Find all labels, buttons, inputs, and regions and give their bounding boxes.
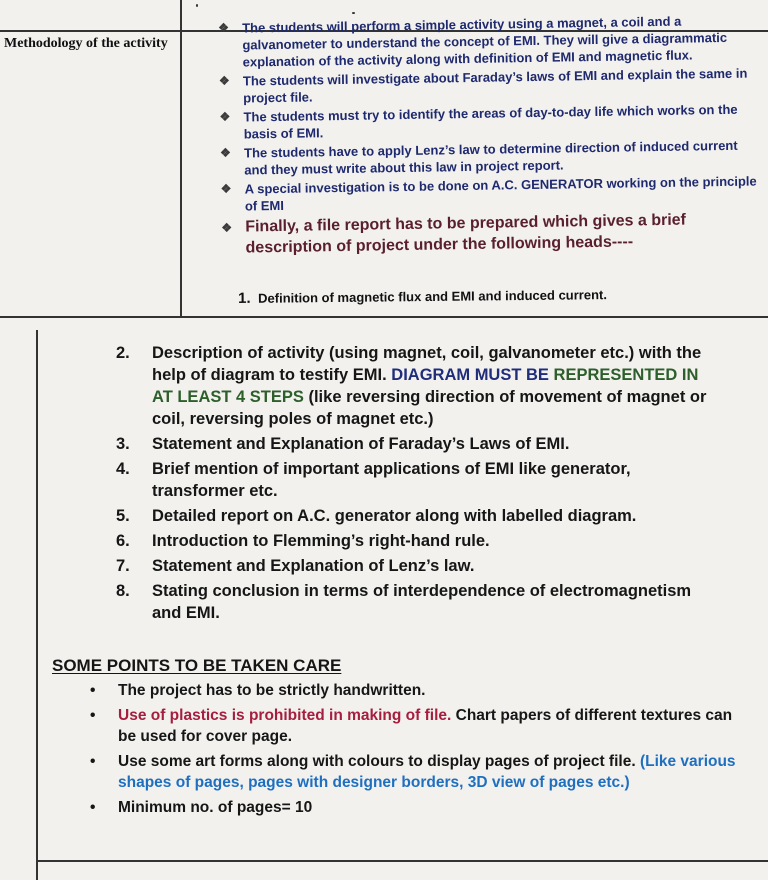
methodology-point-final: ❖ Finally, a file report has to be prepared which gives a brief description of project under the following heads---- bbox=[221, 211, 687, 257]
head-item-3: 3. Statement and Explanation of Faraday’s Laws of EMI. bbox=[116, 435, 570, 453]
methodology-label: Methodology of the activity bbox=[4, 36, 168, 51]
bullet-icon: • bbox=[90, 682, 96, 699]
scan-speck bbox=[352, 12, 355, 14]
plastics-warning: Use of plastics is prohibited in making of file. bbox=[118, 706, 452, 724]
diamond-bullet-icon: ❖ bbox=[218, 73, 230, 88]
table-left-divider bbox=[180, 0, 182, 318]
diamond-bullet-icon: ❖ bbox=[219, 145, 231, 160]
care-point: • The project has to be strictly handwritten. bbox=[90, 680, 740, 702]
head-item-4: 4. Brief mention of important applications of EMI like generator, transformer etc. bbox=[116, 460, 631, 500]
diamond-bullet-icon: ❖ bbox=[221, 220, 233, 235]
methodology-points bbox=[212, 11, 764, 261]
head-item-5: 5. Detailed report on A.C. generator along with labelled diagram. bbox=[116, 507, 637, 525]
head-item-8: 8. Stating conclusion in terms of interdependence of electromagnetism and EMI. bbox=[116, 582, 692, 622]
page-bottom-border bbox=[36, 860, 768, 862]
methodology-table bbox=[0, 0, 768, 318]
bullet-icon: • bbox=[90, 798, 96, 816]
head-item-1: 1. Definition of magnetic flux and EMI and induced current. bbox=[238, 287, 608, 307]
methodology-point: ❖ The students will perform a simple activity using a magnet, a coil and a galvanometer to understand the concept of EMI. They will give a diagrammatic explanation of the activity along with definition of EMI and magnetic flux. bbox=[218, 13, 728, 70]
head-item-7: 7. Statement and Explanation of Lenz’s law. bbox=[116, 557, 475, 575]
care-points-list bbox=[90, 680, 740, 821]
methodology-point: ❖ The students have to apply Lenz’s law to determine direction of induced current and they must write about this law in project report. bbox=[219, 137, 738, 178]
art-forms-examples: (Like various shapes of pages, pages with designer borders, 3D view of pages etc.) bbox=[118, 752, 736, 791]
care-point: • Use some art forms along with colours to display pages of project file. (Like various shapes of pages, pages with designer borders, 3D view of pages etc.) bbox=[90, 752, 736, 791]
care-point: • Minimum no. of pages= 10 bbox=[90, 797, 740, 819]
methodology-point: ❖ The students must try to identify the areas of day-to-day life which works on the basis of EMI. bbox=[219, 101, 738, 142]
page-left-border bbox=[36, 330, 38, 880]
care-point: • Use of plastics is prohibited in making of file. Chart papers of different textures can be used for cover page. bbox=[90, 706, 733, 745]
table-bottom-border bbox=[0, 316, 768, 318]
diamond-bullet-icon: ❖ bbox=[219, 109, 231, 124]
bullet-icon: • bbox=[90, 752, 96, 770]
diamond-bullet-icon: ❖ bbox=[218, 20, 229, 35]
diagram-emphasis: DIAGRAM MUST BE bbox=[391, 366, 549, 384]
head-item-6: 6. Introduction to Flemming’s right-hand rule. bbox=[116, 532, 490, 550]
methodology-point: ❖ A special investigation is to be done on A.C. GENERATOR working on the principle of EMI bbox=[220, 173, 757, 214]
diamond-bullet-icon: ❖ bbox=[220, 181, 232, 196]
scan-speck bbox=[196, 4, 198, 7]
care-heading: SOME POINTS TO BE TAKEN CARE bbox=[52, 656, 342, 675]
steps-emphasis: REPRESENTED IN AT LEAST 4 STEPS bbox=[152, 366, 699, 406]
bullet-icon: • bbox=[90, 706, 96, 724]
report-heads-list bbox=[116, 342, 716, 627]
head-item-2: 2. Description of activity (using magnet, coil, galvanometer etc.) with the help of diagram to testify EMI. DIAGRAM MUST BE REPRESENTED IN AT LEAST 4 STEPS (like reversing direction of movement of magnet or coil, reversing poles of magnet etc.) bbox=[116, 344, 707, 428]
methodology-point: ❖ The students will investigate about Faraday’s laws of EMI and explain the same in project file. bbox=[218, 65, 748, 106]
